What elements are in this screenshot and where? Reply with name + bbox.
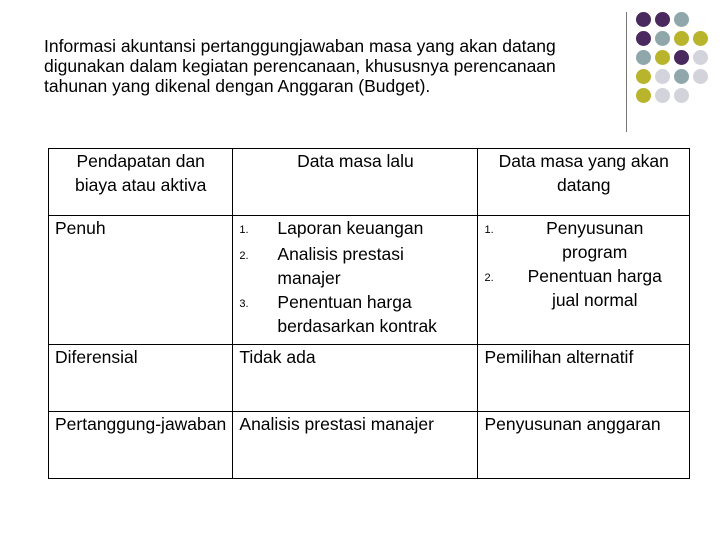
decorative-dot [674, 69, 689, 84]
decorative-dot [636, 31, 651, 46]
past-data-cell: Analisis prestasi manajer [233, 412, 478, 479]
table-row [49, 216, 690, 345]
future-data-cell [478, 216, 690, 345]
list-item [484, 264, 683, 312]
decorative-dot [655, 31, 670, 46]
decorative-dot [636, 69, 651, 84]
header-cell-item: Pendapatan dan biaya atau aktiva [49, 149, 233, 216]
list-item [239, 242, 471, 290]
decorative-dot [655, 12, 670, 27]
table-row [49, 345, 690, 412]
decorative-dot [674, 88, 689, 103]
list-number: 2. [239, 250, 249, 262]
list-text: Laporan keuangan [277, 218, 424, 238]
list-number: 1. [239, 224, 249, 236]
future-data-cell: Penyusunan anggaran [478, 412, 690, 479]
row-label: Penuh [49, 216, 233, 345]
decorative-dot [674, 12, 689, 27]
past-data-cell: Tidak ada [233, 345, 478, 412]
future-data-cell: Pemilihan alternatif [478, 345, 690, 412]
responsibility-info-table [48, 148, 690, 479]
header-cell-past-data: Data masa lalu [233, 149, 478, 216]
decorative-dot [636, 88, 651, 103]
list-item [484, 216, 683, 264]
list-item [239, 290, 471, 338]
list-text: Penyusunan program [546, 218, 644, 262]
row-label: Diferensial [49, 345, 233, 412]
intro-paragraph: Informasi akuntansi pertanggungjawaban masa yang akan datang digunakan dalam kegiatan perencanaan, khususnya perencanaan tahunan yang dikenal dengan Anggaran (Budget). [44, 36, 556, 96]
list-number: 1. [484, 224, 494, 236]
decorative-dot [693, 50, 708, 65]
row-label: Pertanggung-jawaban [49, 412, 233, 479]
table-header-row [49, 149, 690, 216]
divider-line [626, 12, 627, 132]
past-data-list [239, 216, 471, 338]
list-text: Analisis prestasi manajer [277, 244, 404, 288]
decorative-dot [636, 50, 651, 65]
table-row [49, 412, 690, 479]
decorative-dot [674, 31, 689, 46]
past-data-cell [233, 216, 478, 345]
list-number: 2. [484, 272, 494, 284]
decorative-dot [655, 50, 670, 65]
decorative-dot [693, 31, 708, 46]
list-text: Penentuan harga jual normal [527, 266, 662, 310]
decorative-dot [693, 69, 708, 84]
decorative-dot [655, 69, 670, 84]
header-cell-future-data: Data masa yang akan datang [478, 149, 690, 216]
decorative-dot [655, 88, 670, 103]
future-data-list [484, 216, 683, 312]
list-text: Penentuan harga berdasarkan kontrak [277, 292, 437, 336]
decorative-dot [636, 12, 651, 27]
list-number: 3. [239, 298, 249, 310]
list-item [239, 216, 471, 242]
decorative-dot [674, 50, 689, 65]
